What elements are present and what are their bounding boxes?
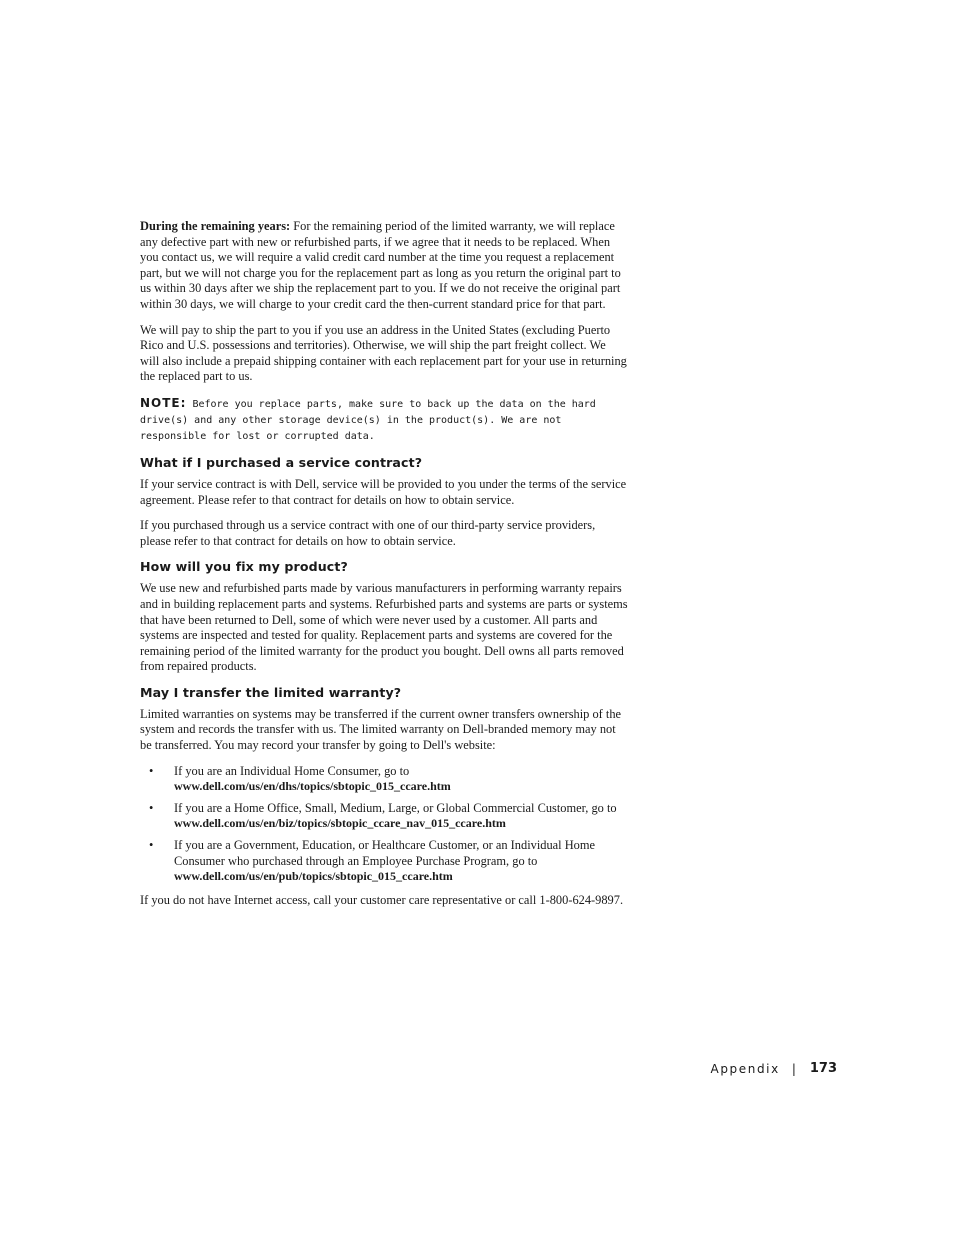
dhs-url-link[interactable]: www.dell.com/us/en/dhs/topics/sbtopic_015_ccare.htm xyxy=(174,779,451,794)
note-text: Before you replace parts, make sure to back up the data on the hard drive(s) and any other storage device(s) in the product(s). We are not responsible for lost or corrupted data. xyxy=(140,398,596,442)
transfer-bullet-list xyxy=(140,764,628,885)
note-label: NOTE: xyxy=(140,395,187,410)
bullet-icon: • xyxy=(149,763,154,778)
transfer-paragraph: Limited warranties on systems may be transferred if the current owner transfers ownership of the system and records the transfer with us. The limited warranty on Dell-branded memory may not be transferred. You may record your transfer by going to Dell's website: xyxy=(140,706,622,753)
shipping-paragraph: We will pay to ship the part to you if you use an address in the United States (excluding Puerto Rico and U.S. possessions and territories). Otherwise, we will ship the part freight collect. We will also include a prepaid shipping container with each replacement part for your use in returning the replaced part to us. xyxy=(140,322,627,384)
bullet-icon: • xyxy=(149,800,154,815)
page-number: 173 xyxy=(809,1061,837,1076)
footer-divider: | xyxy=(791,1061,796,1076)
document-body xyxy=(140,219,628,918)
transfer-heading: May I transfer the limited warranty? xyxy=(140,684,402,700)
list-item xyxy=(140,838,628,885)
biz-url-link[interactable]: www.dell.com/us/en/biz/topics/sbtopic_ccare_nav_015_ccare.htm xyxy=(174,816,506,831)
pub-url-link[interactable]: www.dell.com/us/en/pub/topics/sbtopic_015_ccare.htm xyxy=(174,869,453,884)
remaining-years-paragraph xyxy=(140,219,628,313)
service-contract-paragraph-2: If you purchased through us a service contract with one of our third-party service providers, please refer to that contract for details on how to obtain service. xyxy=(140,518,596,548)
remaining-years-lead: During the remaining years: xyxy=(140,219,291,233)
remaining-years-text: For the remaining period of the limited warranty, we will replace any defective part with new or refurbished parts, if we agree that it needs to be replaced. When you contact us, we will require a valid credit card number at the time you request a replacement part, but we will not charge you for the replacement part as long as you return the original part to us within 30 days after we ship the replacement part to you. If we do not receive the original part within 30 days, we will charge to your credit card the then-current standard price for that part. xyxy=(140,219,621,311)
fix-product-heading: How will you fix my product? xyxy=(140,559,348,575)
bullet-icon: • xyxy=(149,838,154,853)
list-item xyxy=(140,764,628,795)
closing-paragraph: If you do not have Internet access, call your customer care representative or call 1-800-624-9897. xyxy=(140,892,624,907)
footer-section-label: Appendix xyxy=(710,1061,780,1076)
service-contract-paragraph-1: If your service contract is with Dell, service will be provided to you under the terms of the service agreement. Please refer to that contract for details on how to obtain service. xyxy=(140,476,627,507)
list-item-text: If you are an Individual Home Consumer, go to xyxy=(174,763,410,778)
list-item xyxy=(140,801,628,832)
note-callout xyxy=(140,395,628,445)
service-contract-heading: What if I purchased a service contract? xyxy=(140,454,423,470)
list-item-text: If you are a Government, Education, or Healthcare Customer, or an Individual Home Consumer who purchased through an Employee Purchase Program, go to xyxy=(174,838,595,868)
page-footer xyxy=(711,1061,837,1076)
list-item-text: If you are a Home Office, Small, Medium, Large, or Global Commercial Customer, go to xyxy=(174,800,617,815)
fix-product-paragraph: We use new and refurbished parts made by various manufacturers in performing warranty repairs and in building replacement parts and systems. Refurbished parts and systems are parts or systems that have been returned to Dell, some of which were never used by a customer. All parts and systems are inspected and tested for quality. Replacement parts and systems are covered for the remaining period of the limited warranty for the product you bought. Dell owns all parts removed from repaired products. xyxy=(140,581,628,674)
